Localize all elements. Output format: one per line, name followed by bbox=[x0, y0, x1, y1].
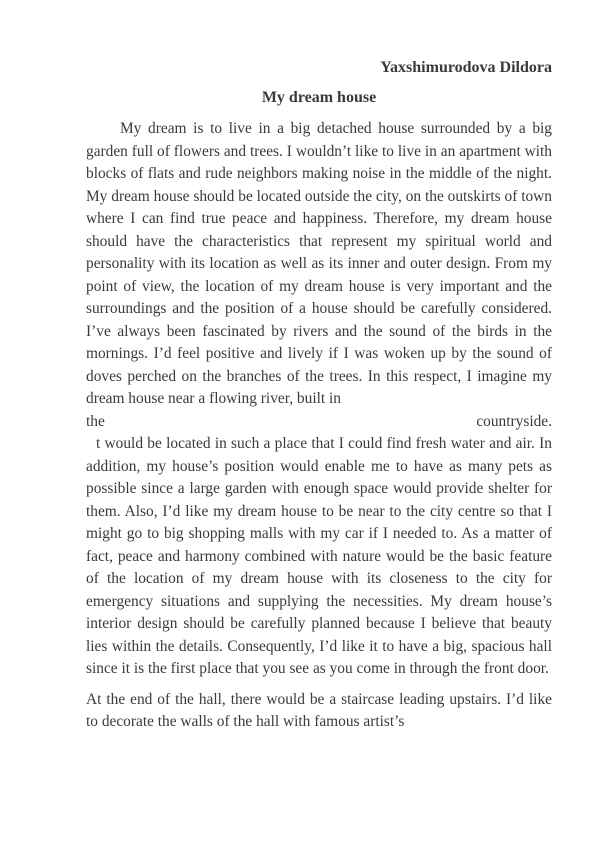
document-page bbox=[86, 56, 552, 734]
paragraph-2: t would be located in such a place that I could find fresh water and air. In addition, my house’s position would enable me to have as many pets as possible since a large garden with enough space would provide shelter for them. Also, I’d like my dream house to be near to the city centre so that I might go to big shopping malls with my car if I needed to. As a matter of fact, peace and harmony combined with nature would be the basic feature of the location of my dream house with its closeness to the city for emergency situations and supplying the necessities. My dream house’s interior design should be carefully planned because I believe that beauty lies within the details. Consequently, I’d like it to have a big, spacious hall since it is the first place that you see as you come in through the front door. bbox=[86, 435, 552, 677]
author-name: Yaxshimurodova Dildora bbox=[380, 59, 552, 76]
document-title: My dream house bbox=[261, 89, 377, 106]
paragraph-break-line: the countryside. bbox=[86, 412, 552, 430]
paragraph-3: At the end of the hall, there would be a staircase leading upstairs. I’d like to decorate the walls of the hall with famous artist’s bbox=[86, 690, 552, 730]
paragraph-1: My dream is to live in a big detached house surrounded by a big garden full of flowers and trees. I wouldn’t like to live in an apartment with blocks of flats and rude neighbors making noise in the middle of the night. My dream house should be located outside the city, on the outskirts of town where I can find true peace and happiness. Therefore, my dream house should have the characteristics that represent my spiritual world and personality with its location as well as its inner and outer design. From my point of view, the location of my dream house is very important and the surroundings and the position of a house should be carefully considered. I’ve always been fascinated by rivers and the sound of the birds in the mornings. I’d feel positive and lively if I was woken up by the sound of doves perched on the branches of the trees. In this respect, I imagine my dream house near a flowing river, built in bbox=[86, 120, 552, 407]
